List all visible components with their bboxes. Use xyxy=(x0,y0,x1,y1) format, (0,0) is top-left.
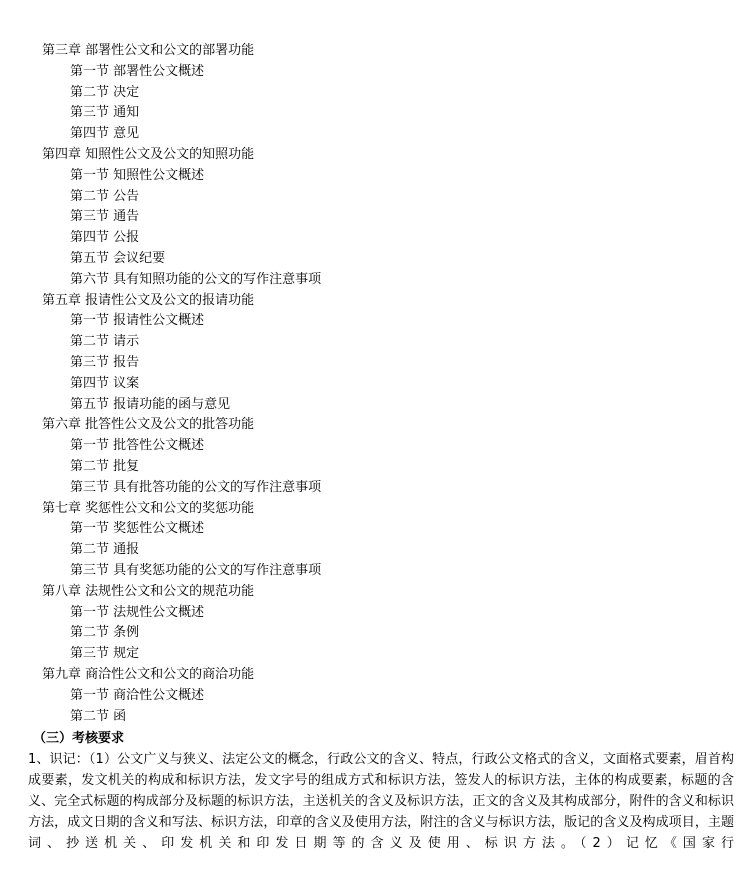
toc-section: 第一节 法规性公文概述 xyxy=(70,604,205,620)
toc-section: 第二节 通报 xyxy=(70,542,140,558)
toc-section: 第三节 通告 xyxy=(70,209,140,225)
toc-chapter: 第六章 批答性公文及公文的批答功能 xyxy=(42,417,255,433)
toc-section: 第四节 议案 xyxy=(70,375,140,391)
toc-section: 第一节 部署性公文概述 xyxy=(70,63,205,79)
toc-section: 第一节 批答性公文概述 xyxy=(70,438,205,454)
toc-chapter: 第八章 法规性公文和公文的规范功能 xyxy=(42,583,255,599)
toc-section: 第三节 具有批答功能的公文的写作注意事项 xyxy=(70,479,322,495)
toc-section: 第二节 公告 xyxy=(70,188,140,204)
toc-section: 第二节 批复 xyxy=(70,458,140,474)
toc-section: 第一节 知照性公文概述 xyxy=(70,167,205,183)
toc-section: 第四节 意见 xyxy=(70,126,140,142)
toc-section: 第一节 奖惩性公文概述 xyxy=(70,521,205,537)
toc-chapter: 第五章 报请性公文及公文的报请功能 xyxy=(42,292,255,308)
toc-section: 第五节 报请功能的函与意见 xyxy=(70,396,231,412)
toc-section: 第二节 条例 xyxy=(70,625,140,641)
toc-section: 第三节 通知 xyxy=(70,105,140,121)
toc-chapter: 第三章 部署性公文和公文的部署功能 xyxy=(42,43,255,58)
toc-section: 第六节 具有知照功能的公文的写作注意事项 xyxy=(70,271,322,287)
toc-section: 第二节 决定 xyxy=(70,84,140,100)
toc-section: 第二节 请示 xyxy=(70,334,140,350)
requirements-paragraph: 1、识记：（1）公文广义与狭义、法定公文的概念，行政公文的含义、特点，行政公文格式的含义，文面格式要素，眉首构成要素，发文机关的构成和标识方法，发文字号的组成方式和标识方法，签发人的标识方法，主体的构成要素，标题的含义、完全式标题的构成部分及标题的标识方法，主送机关的含义及标识方法，正文的含义及其构成部分，附件的含义和标识方法，成文日期的含义和写法、标识方法，印章的含义及使用方法，附注的含义与标识方法，版记的含义及构成项目，主题词、抄送机关、印发机关和印发日期等的含义及使用、标识方法。（2）记忆《国家行 xyxy=(28,752,734,851)
toc-section: 第一节 报请性公文概述 xyxy=(70,313,205,329)
toc-section: 第三节 报告 xyxy=(70,354,140,370)
toc-section: 第五节 会议纪要 xyxy=(70,250,166,266)
toc-section: 第一节 商洽性公文概述 xyxy=(70,687,205,703)
toc-chapter: 第四章 知照性公文及公文的知照功能 xyxy=(42,146,255,162)
assessment-requirements-heading: （三）考核要求 xyxy=(33,731,125,746)
toc-chapter: 第九章 商洽性公文和公文的商洽功能 xyxy=(42,666,255,682)
toc-section: 第三节 规定 xyxy=(70,646,140,662)
toc-section: 第三节 具有奖惩功能的公文的写作注意事项 xyxy=(70,562,322,578)
toc-chapter: 第七章 奖惩性公文和公文的奖惩功能 xyxy=(42,500,255,516)
table-of-contents xyxy=(0,41,742,727)
toc-section: 第四节 公报 xyxy=(70,230,140,246)
toc-section: 第二节 函 xyxy=(70,708,127,724)
